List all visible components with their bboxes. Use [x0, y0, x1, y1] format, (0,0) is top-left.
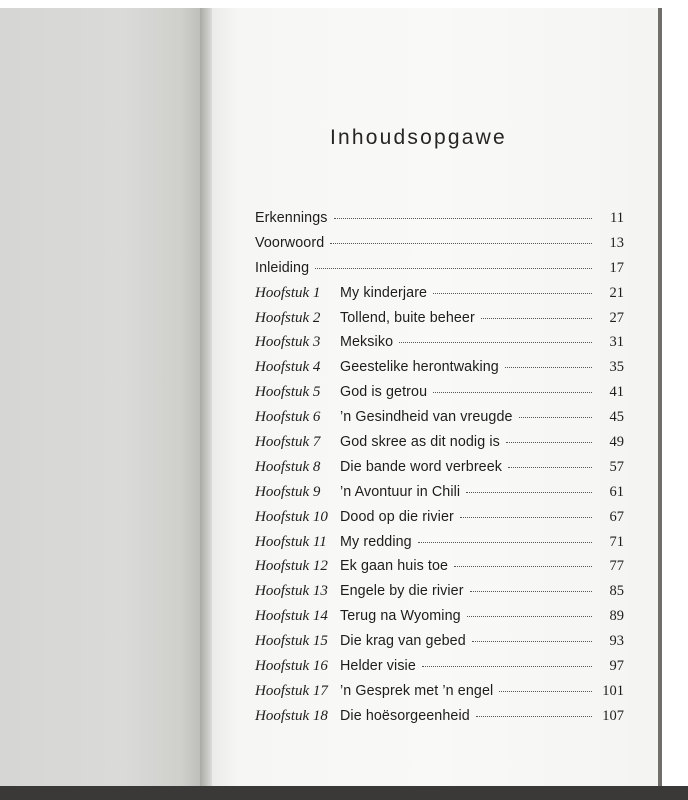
toc-entry-title: Voorwoord	[255, 234, 325, 251]
chapter-title: Meksiko	[340, 334, 394, 351]
toc-row-chapter-15	[255, 633, 624, 658]
page-title: Inhoudsopgawe	[330, 126, 507, 149]
dot-leader	[433, 382, 592, 393]
toc-page-number: 13	[609, 234, 624, 251]
dot-leader	[330, 233, 592, 244]
chapter-label: Hoofstuk 7	[255, 434, 321, 451]
toc-row-chapter-8	[255, 459, 624, 484]
chapter-label: Hoofstuk 3	[255, 334, 321, 351]
toc-page-number: 57	[609, 458, 624, 475]
toc-page-number: 97	[609, 658, 624, 675]
toc-row-front-1	[255, 210, 624, 235]
toc-row-chapter-3	[255, 334, 624, 359]
toc-page-number: 67	[609, 508, 624, 525]
toc-page-number: 101	[602, 682, 624, 699]
toc-page-number: 35	[609, 359, 624, 376]
toc-entry-title: Inleiding	[255, 259, 310, 276]
dot-leader	[505, 357, 592, 368]
toc-page-number: 85	[609, 583, 624, 600]
chapter-label: Hoofstuk 14	[255, 608, 328, 625]
dot-leader	[433, 283, 592, 294]
dot-leader	[460, 507, 592, 518]
chapter-title: God skree as dit nodig is	[340, 434, 500, 451]
chapter-title: Geestelike herontwaking	[340, 359, 499, 376]
chapter-label: Hoofstuk 15	[255, 633, 328, 650]
dot-leader	[476, 706, 592, 717]
dot-leader	[466, 482, 592, 493]
toc-page-number: 41	[609, 384, 624, 401]
chapter-label: Hoofstuk 1	[255, 284, 321, 301]
toc-page-number: 61	[609, 483, 624, 500]
chapter-label: Hoofstuk 13	[255, 583, 328, 600]
chapter-label: Hoofstuk 16	[255, 658, 328, 675]
toc-row-chapter-11	[255, 534, 624, 559]
toc-page-number: 49	[609, 434, 624, 451]
page-edge	[658, 8, 662, 786]
chapter-title: Dood op die rivier	[340, 508, 454, 525]
dot-leader	[454, 556, 592, 567]
toc-row-chapter-9	[255, 484, 624, 509]
dot-leader	[334, 208, 592, 219]
chapter-label: Hoofstuk 2	[255, 309, 321, 326]
chapter-title: My redding	[340, 533, 412, 550]
toc-row-chapter-16	[255, 658, 624, 683]
chapter-title: Terug na Wyoming	[340, 608, 461, 625]
chapter-title: Tollend, buite beheer	[340, 309, 475, 326]
chapter-title: ’n Avontuur in Chili	[340, 483, 461, 500]
chapter-title: Die krag van gebed	[340, 633, 466, 650]
chapter-label: Hoofstuk 17	[255, 682, 328, 699]
dot-leader	[467, 606, 592, 617]
chapter-label: Hoofstuk 11	[255, 533, 327, 550]
dot-leader	[499, 681, 592, 692]
chapter-title: My kinderjare	[340, 284, 428, 301]
chapter-label: Hoofstuk 4	[255, 359, 321, 376]
dot-leader	[506, 432, 592, 443]
toc-page-number: 11	[610, 210, 624, 226]
dot-leader	[472, 631, 592, 642]
toc-page-number: 89	[609, 608, 624, 625]
chapter-label: Hoofstuk 18	[255, 707, 328, 724]
toc-page-number: 77	[609, 558, 624, 575]
chapter-title: God is getrou	[340, 384, 428, 401]
chapter-title: Die hoësorgeenheid	[340, 707, 470, 724]
toc-page-number: 31	[609, 334, 624, 351]
chapter-label: Hoofstuk 5	[255, 384, 321, 401]
table-of-contents	[255, 210, 624, 733]
dot-leader	[315, 258, 592, 269]
dot-leader	[418, 532, 592, 543]
toc-row-chapter-1	[255, 285, 624, 310]
toc-entry-title: Erkennings	[255, 210, 328, 226]
toc-row-chapter-5	[255, 384, 624, 409]
chapter-title: Ek gaan huis toe	[340, 558, 449, 575]
chapter-title: Helder visie	[340, 658, 416, 675]
chapter-label: Hoofstuk 9	[255, 483, 321, 500]
chapter-label: Hoofstuk 6	[255, 409, 321, 426]
toc-row-chapter-13	[255, 583, 624, 608]
toc-row-chapter-10	[255, 509, 624, 534]
toc-row-chapter-17	[255, 683, 624, 708]
scan-bottom-edge	[0, 786, 688, 800]
toc-row-chapter-7	[255, 434, 624, 459]
toc-row-front-2	[255, 235, 624, 260]
toc-page-number: 45	[609, 409, 624, 426]
chapter-title: ’n Gesindheid van vreugde	[340, 409, 513, 426]
chapter-label: Hoofstuk 8	[255, 458, 321, 475]
toc-row-front-3	[255, 260, 624, 285]
dot-leader	[422, 656, 592, 667]
chapter-title: Die bande word verbreek	[340, 458, 503, 475]
dot-leader	[470, 581, 592, 592]
toc-row-chapter-2	[255, 310, 624, 335]
toc-page-number: 21	[609, 284, 624, 301]
toc-page-number: 107	[602, 707, 624, 724]
toc-row-chapter-18	[255, 708, 624, 733]
toc-page-number: 93	[609, 633, 624, 650]
dot-leader	[481, 308, 592, 319]
toc-row-chapter-14	[255, 608, 624, 633]
toc-page-number: 17	[609, 259, 624, 276]
dot-leader	[399, 332, 592, 343]
chapter-label: Hoofstuk 10	[255, 508, 328, 525]
chapter-label: Hoofstuk 12	[255, 558, 328, 575]
dot-leader	[519, 407, 592, 418]
toc-row-chapter-12	[255, 558, 624, 583]
chapter-title: ’n Gesprek met ’n engel	[340, 682, 494, 699]
toc-page-number: 27	[609, 309, 624, 326]
toc-row-chapter-4	[255, 359, 624, 384]
left-facing-page	[0, 8, 206, 786]
toc-page-number: 71	[609, 533, 624, 550]
dot-leader	[508, 457, 592, 468]
chapter-title: Engele by die rivier	[340, 583, 464, 600]
toc-row-chapter-6	[255, 409, 624, 434]
